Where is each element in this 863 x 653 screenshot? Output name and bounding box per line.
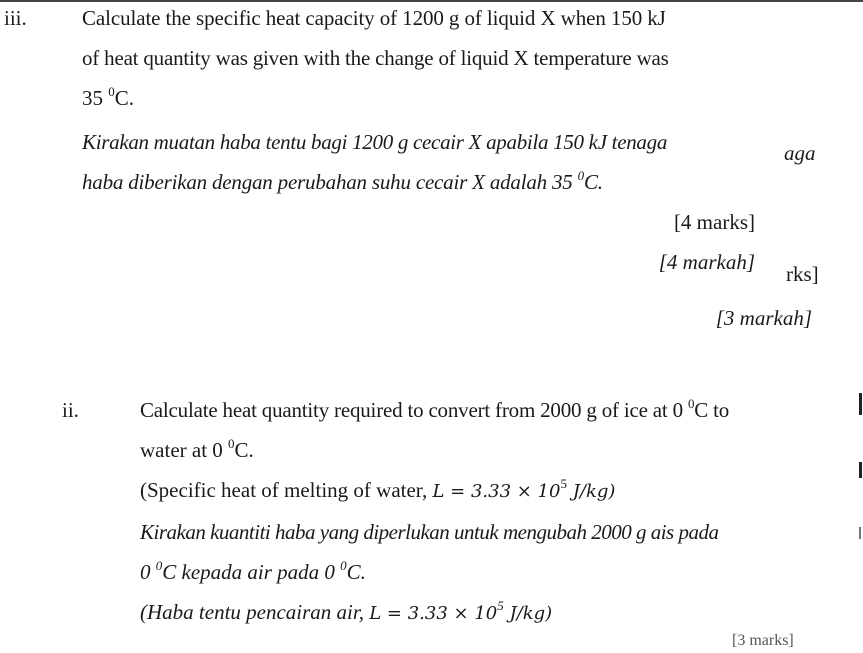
q2-ms-line2-b: C kepada air pada 0 xyxy=(162,560,341,584)
q3-en-line1: Calculate the specific heat capacity of 1200 g of liquid X when 150 kJ xyxy=(82,6,666,30)
marks-label-ms-text: [4 markah] xyxy=(658,250,755,274)
temperature-unit: C. xyxy=(583,170,603,194)
q2-en-line1-end: C to xyxy=(694,398,730,422)
edge-fragment xyxy=(859,527,861,539)
q3-ms-line2 xyxy=(82,170,603,194)
degree-sup: 0 xyxy=(155,558,163,573)
q2-ms-line1: Kirakan kuantiti haba yang diperlukan untuk mengubah 2000 g ais pada xyxy=(140,520,719,544)
q3-en-line3 xyxy=(82,86,134,110)
q2-ms-line2-c: C. xyxy=(346,560,366,584)
question-number-iii: iii. xyxy=(4,6,27,30)
latent-heat-unit: J/kg) xyxy=(566,481,616,502)
degree-sup: 0 xyxy=(687,396,695,411)
q2-en-line1-text: Calculate heat quantity required to convert from 2000 g of ice at 0 xyxy=(140,398,688,422)
q3-ms-line2-text: haba diberikan dengan perubahan suhu cecair X adalah 35 xyxy=(82,170,578,194)
degree-sup: 0 xyxy=(577,168,584,183)
latent-heat-formula: L = 3.33 × 10 xyxy=(369,603,498,624)
degree-sup: 0 xyxy=(340,558,347,573)
temperature-unit: C. xyxy=(114,86,135,110)
exponent: 5 xyxy=(560,476,567,491)
q2-en-line2-text: water at 0 xyxy=(140,438,229,462)
marks-label-en: [4 marks] xyxy=(673,210,755,234)
edge-fragment xyxy=(859,393,862,415)
q2-ms-line3-text: (Haba tentu pencairan air, xyxy=(140,600,370,624)
q2-en-line1 xyxy=(140,398,729,422)
q2-en-line2-end: C. xyxy=(234,438,254,462)
q2-en-line3 xyxy=(140,478,615,504)
degree-sup: 0 xyxy=(228,436,235,451)
latent-heat-formula: L = 3.33 × 10 xyxy=(432,481,561,502)
q2-ms-line3 xyxy=(140,600,552,626)
degree-sup: 0 xyxy=(108,84,115,99)
temperature-value: 35 xyxy=(82,86,109,110)
q2-ms-line2-a: 0 xyxy=(140,560,156,584)
marks-label-ms xyxy=(659,250,755,274)
exponent: 5 xyxy=(497,598,504,613)
overlap-fragment-3-markah: [3 markah] xyxy=(715,306,812,330)
page-top-border xyxy=(0,0,863,2)
q2-en-line2 xyxy=(140,438,254,462)
q2-ms-line2 xyxy=(140,560,366,584)
overlap-fragment-marks-bottom: [3 marks] xyxy=(732,632,794,649)
q2-en-line3-text: (Specific heat of melting of water, xyxy=(140,478,433,502)
q3-ms-line1: Kirakan muatan haba tentu bagi 1200 g cecair X apabila 150 kJ tenaga xyxy=(82,130,668,154)
overlap-fragment-aga: aga xyxy=(784,141,816,165)
edge-fragment xyxy=(859,462,862,478)
question-number-ii: ii. xyxy=(62,398,79,422)
overlap-fragment-rks: rks] xyxy=(786,262,819,286)
latent-heat-unit: J/kg) xyxy=(503,603,553,624)
q3-en-line2: of heat quantity was given with the change of liquid X temperature was xyxy=(82,46,669,70)
